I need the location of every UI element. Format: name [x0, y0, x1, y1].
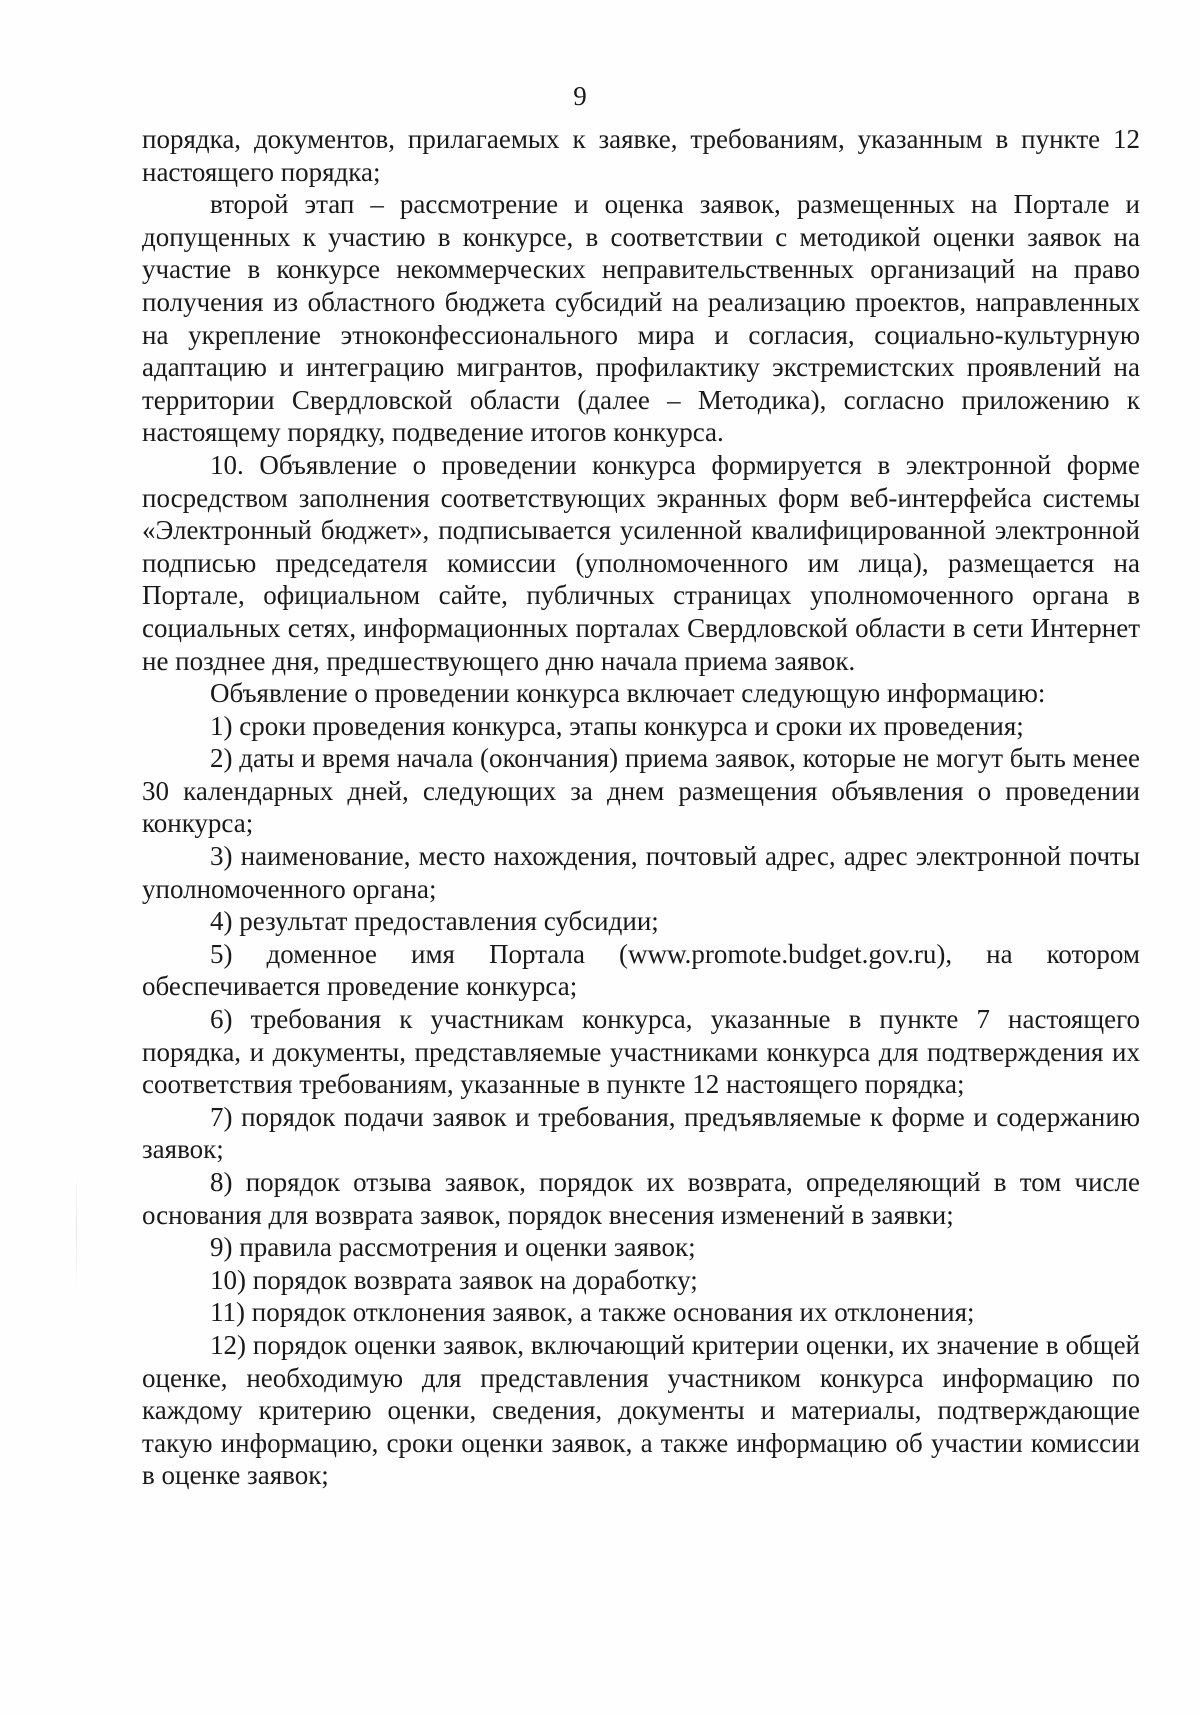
list-item: 12) порядок оценки заявок, включающий критерии оценки, их значение в общей оценке, необходимую для представления участником конкурса информацию по каждому критерию оценки, сведения, документы и материалы, подтверждающие такую информацию, сроки оценки заявок, а также информацию об участии комиссии в оценке заявок; [142, 1329, 1140, 1491]
list-item: 3) наименование, место нахождения, почтовый адрес, адрес электронной почты уполномоченного органа; [142, 841, 1140, 904]
paragraph: второй этап – рассмотрение и оценка заявок, размещенных на Портале и допущенных к участию в конкурсе, в соответствии с методикой оценки заявок на участие в конкурсе некоммерческих неправительственных организаций на право получения из областного бюджета субсидий на реализацию проектов, направленных на укрепление этноконфессионального мира и согласия, социально-культурную адаптацию и интеграцию мигрантов, профилактику экстремистских проявлений на территории Свердловской области (далее – Методика), согласно приложению к настоящему порядку, подведение итогов конкурса. [142, 189, 1140, 448]
list-item: 11) порядок отклонения заявок, а также основания их отклонения; [210, 1297, 975, 1328]
list-item: 5) доменное имя Портала (www.promote.budget.gov.ru), на котором обеспечивается проведение конкурса; [142, 938, 1140, 1002]
page-number: 9 [573, 81, 587, 111]
list-item: 1) сроки проведения конкурса, этапы конкурса и сроки их проведения; [210, 710, 1024, 741]
list-item: 4) результат предоставления субсидии; [210, 906, 659, 937]
list-item: 2) даты и время начала (окончания) приема заявок, которые не могут быть менее 30 календарных дней, следующих за днем размещения объявления о проведении конкурса; [142, 743, 1140, 839]
list-item: 8) порядок отзыва заявок, порядок их возврата, определяющий в том числе основания для возврата заявок, порядок внесения изменений в заявки; [142, 1167, 1140, 1230]
list-item: 9) правила рассмотрения и оценки заявок; [210, 1232, 696, 1263]
paragraph: порядка, документов, прилагаемых к заявке, требованиям, указанным в пункте 12 настоящего порядка; [142, 124, 1140, 187]
scan-artifact-line [76, 1170, 77, 1290]
list-item: 6) требования к участникам конкурса, указанные в пункте 7 настоящего порядка, и документы, представляемые участниками конкурса для подтверждения их соответствия требованиям, указанные в пункте 12 настоящего порядка; [142, 1004, 1140, 1100]
paragraph: 10. Объявление о проведении конкурса формируется в электронной форме посредством заполнения соответствующих экранных форм веб-интерфейса системы «Электронный бюджет», подписывается усиленной квалифицированной электронной подписью председателя комиссии (уполномоченного им лица), размещается на Портале, официальном сайте, публичных страницах уполномоченного органа в социальных сетях, информационных порталах Свердловской области в сети Интернет не позднее дня, предшествующего дню начала приема заявок. [142, 449, 1140, 676]
list-item: 10) порядок возврата заявок на доработку; [210, 1264, 698, 1295]
document-body [142, 123, 1140, 1492]
paragraph: Объявление о проведении конкурса включает следующую информацию: [210, 678, 1046, 709]
list-item: 7) порядок подачи заявок и требования, предъявляемые к форме и содержанию заявок; [142, 1101, 1140, 1165]
